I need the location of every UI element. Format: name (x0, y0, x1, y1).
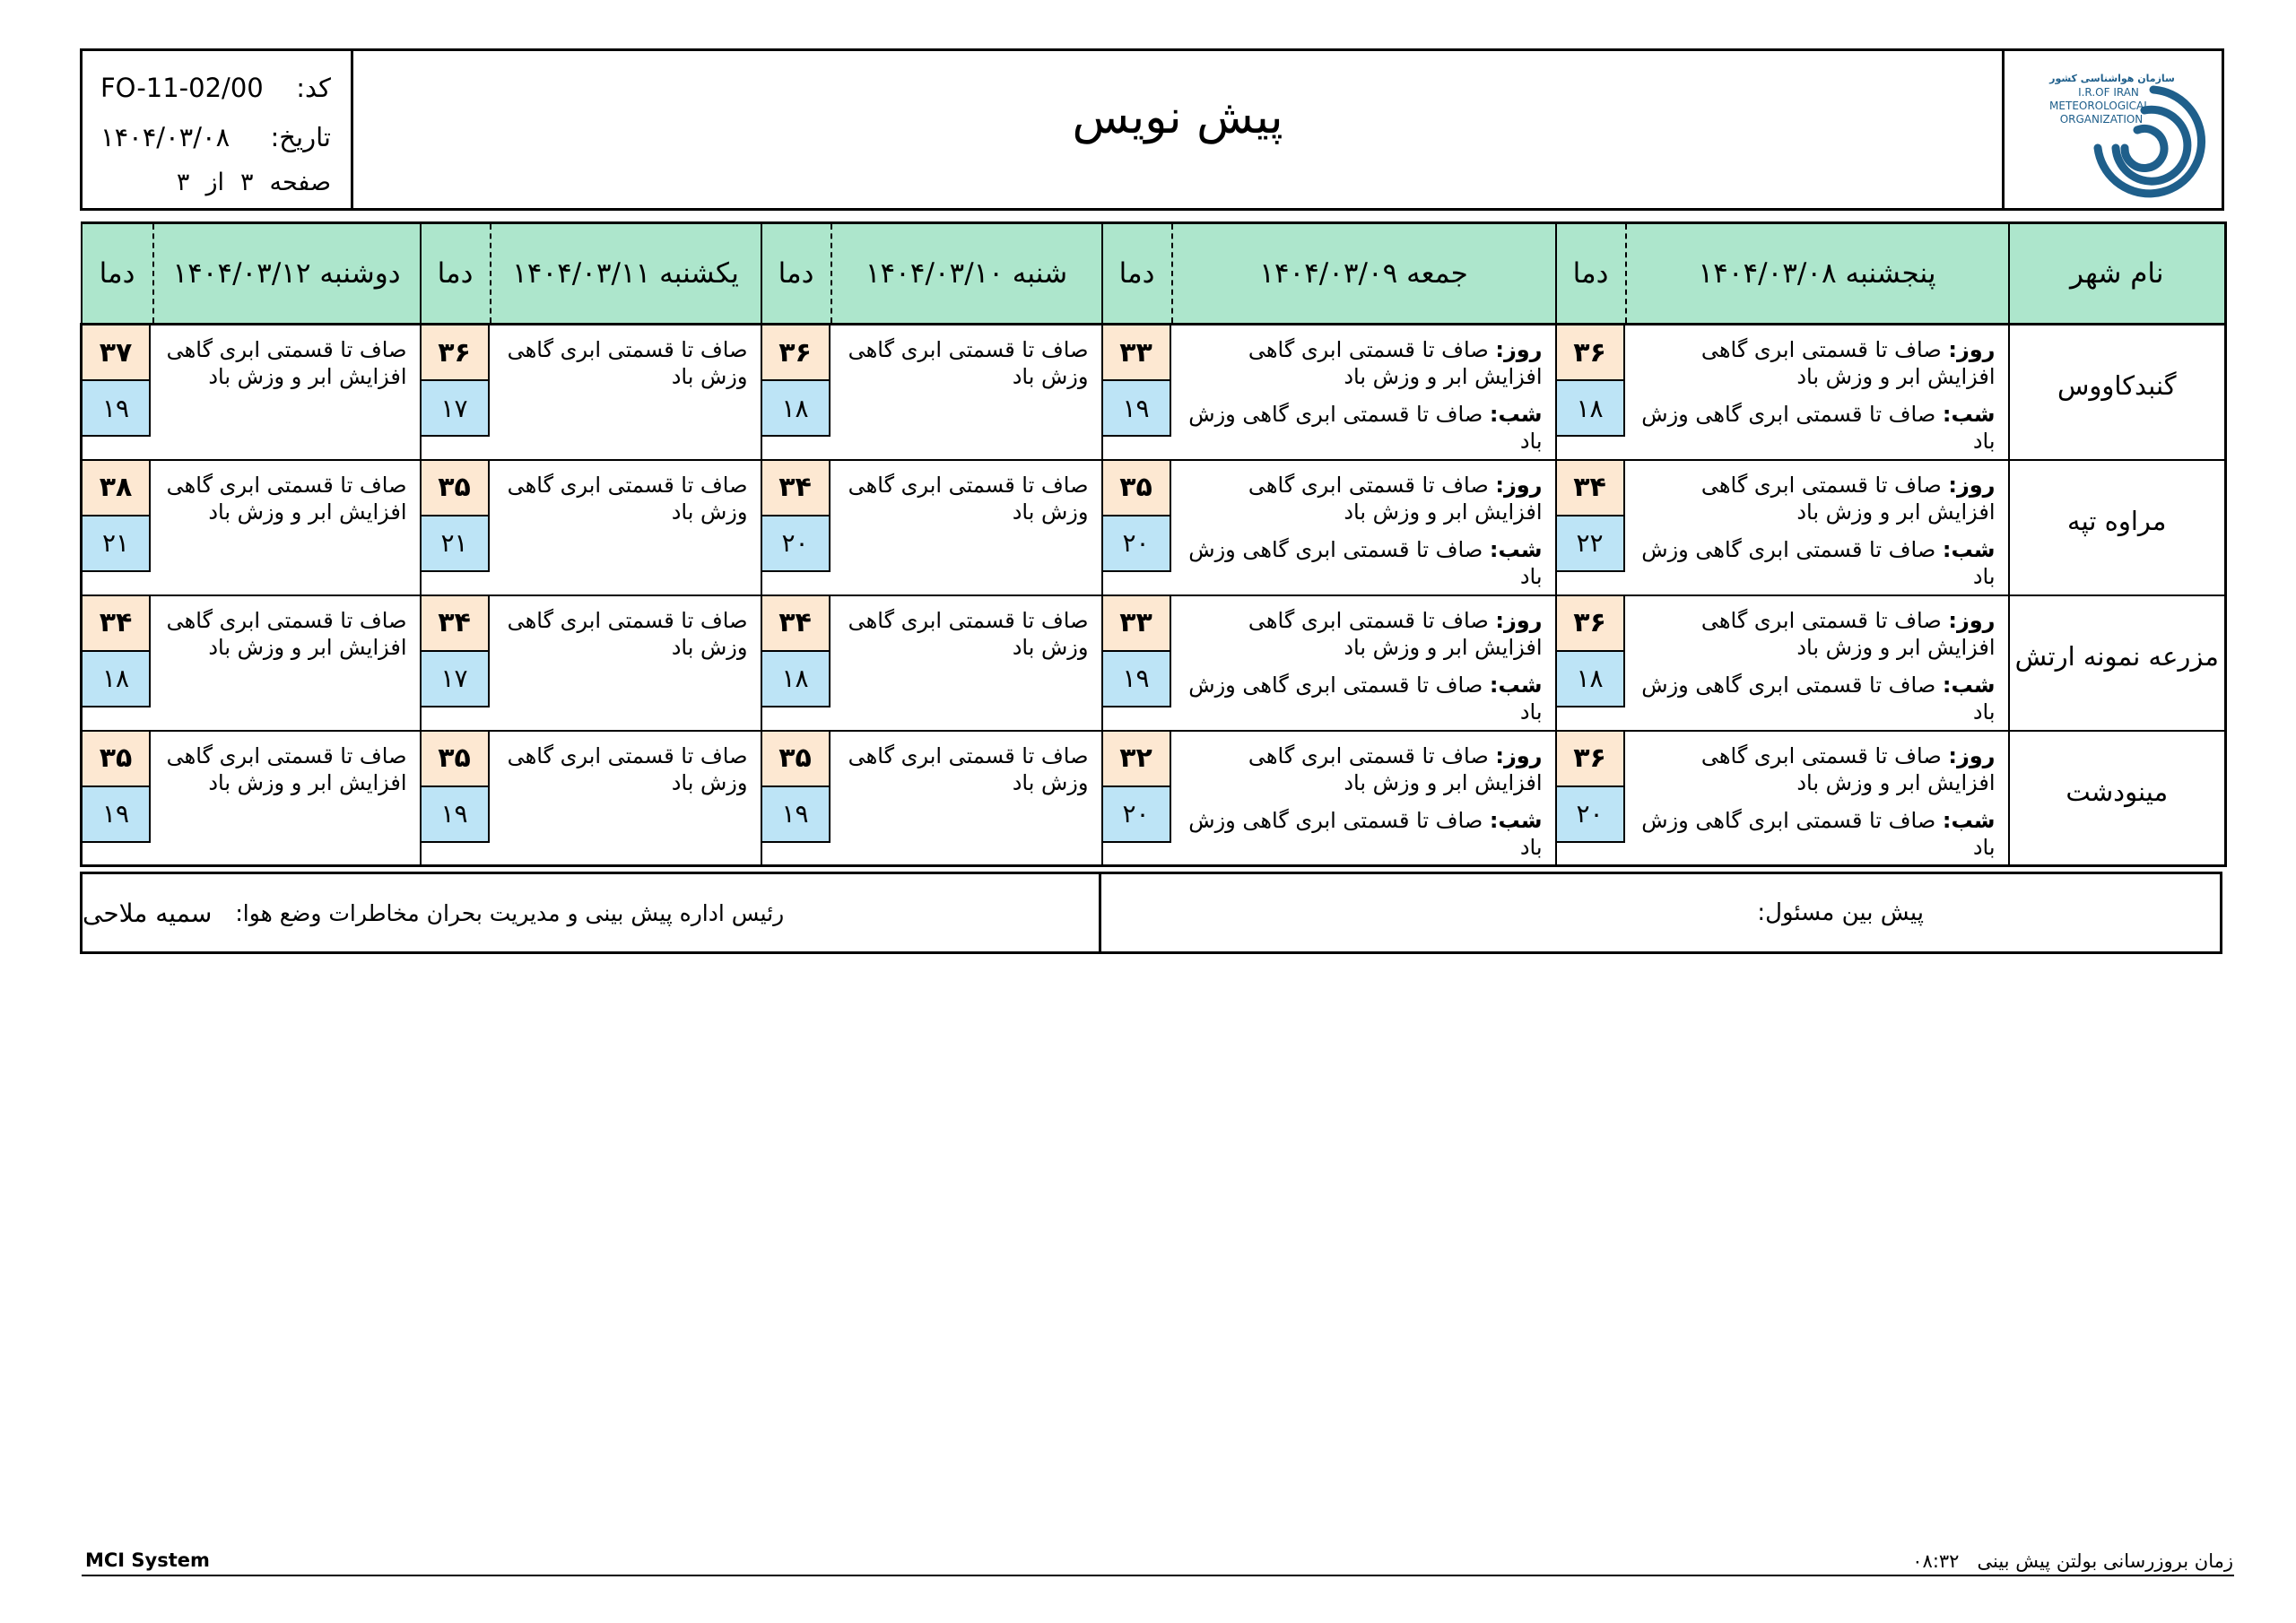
night-label: شب: (1942, 807, 1996, 833)
forecast-description (491, 731, 761, 866)
forecast-description (1172, 325, 1556, 460)
max-temperature: ۳۳ (1103, 325, 1170, 381)
table-row (82, 595, 2226, 731)
table-row (82, 731, 2226, 866)
temperature-box (1103, 461, 1171, 572)
table-row (82, 460, 2226, 595)
night-text: صاف تا قسمتی ابری گاهی وزش باد (1188, 807, 1543, 860)
day-forecast (1631, 336, 1996, 390)
page-label: صفحه (269, 168, 331, 196)
min-temperature: ۲۱ (422, 516, 488, 570)
forecast-text: صاف تا قسمتی ابری گاهی وزش باد (507, 742, 748, 795)
min-temperature: ۱۷ (422, 381, 488, 435)
forecaster-signature-cell (1101, 874, 2220, 951)
forecast-table (80, 221, 2227, 867)
forecast-description (153, 731, 421, 866)
forecast-description (1626, 595, 2009, 731)
forecast-text: صاف تا قسمتی ابری گاهی افزایش ابر و وزش باد (166, 337, 407, 389)
temperature-box (1557, 596, 1625, 707)
night-text: صاف تا قسمتی ابری گاهی وزش باد (1641, 536, 1996, 589)
logo-text-fa: سازمان هواشناسی کشور (2049, 72, 2175, 84)
forecast-description (491, 460, 761, 595)
min-temperature: ۱۹ (762, 787, 829, 841)
page-of-label: از (205, 168, 224, 196)
document-meta (83, 51, 353, 208)
update-label: زمان بروزرسانی بولتن پیش بینی (1977, 1550, 2233, 1572)
forecast-description (1626, 731, 2009, 866)
max-temperature: ۳۵ (762, 732, 829, 787)
max-temperature: ۳۳ (1103, 596, 1170, 652)
day-text: صاف تا قسمتی ابری گاهی افزایش ابر و وزش باد (1700, 607, 1996, 660)
forecast-description (153, 460, 421, 595)
forecast-text: صاف تا قسمتی ابری گاهی افزایش ابر و وزش باد (166, 607, 407, 660)
max-temperature: ۳۵ (422, 461, 488, 516)
night-label: شب: (1489, 672, 1543, 698)
page-number: ۳ (239, 168, 254, 196)
min-temperature: ۱۹ (83, 381, 149, 435)
meteorological-organization-logo-icon (2002, 51, 2222, 208)
temperature-box (83, 325, 151, 437)
night-forecast (1631, 536, 1996, 590)
temperature-cell (421, 325, 491, 460)
footer-update (1912, 1550, 2233, 1572)
forecast-description (831, 460, 1102, 595)
max-temperature: ۳۵ (83, 732, 149, 787)
day-forecast (1178, 607, 1543, 661)
forecast-text: صاف تا قسمتی ابری گاهی وزش باد (507, 607, 748, 660)
max-temperature: ۳۲ (1103, 732, 1170, 787)
temperature-cell (761, 731, 831, 866)
day-column-header: دوشنبه ۱۴۰۴/۰۳/۱۲ (153, 223, 421, 325)
night-label: شب: (1489, 807, 1543, 833)
temperature-box (1557, 461, 1625, 572)
min-temperature: ۱۷ (422, 652, 488, 706)
temperature-cell (1102, 325, 1172, 460)
city-name: مینودشت (2009, 731, 2226, 866)
day-forecast (1178, 742, 1543, 796)
day-text: صاف تا قسمتی ابری گاهی افزایش ابر و وزش باد (1248, 607, 1543, 660)
max-temperature: ۳۵ (1103, 461, 1170, 516)
forecast-text: صاف تا قسمتی ابری گاهی وزش باد (848, 607, 1089, 660)
day-text: صاف تا قسمتی ابری گاهی افزایش ابر و وزش باد (1700, 472, 1996, 525)
temperature-box (1557, 732, 1625, 843)
max-temperature: ۳۶ (1557, 325, 1623, 381)
day-label: روز: (1495, 607, 1543, 633)
min-temperature: ۲۰ (1557, 787, 1623, 841)
chief-signature-cell (83, 874, 1101, 951)
temperature-box (762, 461, 831, 572)
logo-text-en3: ORGANIZATION (2059, 112, 2144, 126)
temperature-cell (82, 595, 153, 731)
day-forecast (1178, 472, 1543, 525)
page-total: ۳ (176, 168, 190, 196)
day-column-header: شنبه ۱۴۰۴/۰۳/۱۰ (831, 223, 1102, 325)
temperature-box (762, 325, 831, 437)
temperature-cell (761, 325, 831, 460)
max-temperature: ۳۴ (762, 461, 829, 516)
temperature-box (422, 461, 490, 572)
temperature-box (422, 325, 490, 437)
temperature-box (1103, 732, 1171, 843)
forecast-description (1172, 595, 1556, 731)
day-forecast (1631, 472, 1996, 525)
city-column-header: نام شهر (2009, 223, 2226, 325)
day-forecast (1631, 742, 1996, 796)
min-temperature: ۱۹ (422, 787, 488, 841)
temperature-cell (421, 731, 491, 866)
update-time: ۰۸:۳۲ (1912, 1550, 1960, 1572)
chief-name: سمیه ملاحی (83, 898, 213, 928)
min-temperature: ۱۹ (1103, 652, 1170, 706)
signature-box (80, 872, 2222, 954)
city-name: گنبدکاووس (2009, 325, 2226, 460)
temperature-box (83, 732, 151, 843)
temperature-cell (1556, 325, 1626, 460)
min-temperature: ۱۸ (1557, 652, 1623, 706)
temperature-cell (82, 460, 153, 595)
temperature-cell (82, 325, 153, 460)
temperature-box (83, 596, 151, 707)
max-temperature: ۳۴ (762, 596, 829, 652)
forecast-text: صاف تا قسمتی ابری گاهی وزش باد (848, 337, 1089, 389)
min-temperature: ۲۰ (1103, 516, 1170, 570)
temperature-cell (1556, 731, 1626, 866)
date-label: تاریخ: (270, 122, 331, 152)
max-temperature: ۳۶ (1557, 596, 1623, 652)
date-value: ۱۴۰۴/۰۳/۰۸ (100, 122, 230, 152)
max-temperature: ۳۶ (1557, 732, 1623, 787)
day-label: روز: (1948, 472, 1996, 498)
night-text: صاف تا قسمتی ابری گاهی وزش باد (1641, 672, 1996, 725)
forecaster-label: پیش بین مسئول: (1757, 899, 1924, 926)
temperature-cell (421, 460, 491, 595)
city-name: مزرعه نمونه ارتش (2009, 595, 2226, 731)
forecast-text: صاف تا قسمتی ابری گاهی وزش باد (507, 337, 748, 389)
day-forecast (1631, 607, 1996, 661)
day-label: روز: (1495, 472, 1543, 498)
temperature-cell (761, 595, 831, 731)
forecast-description (1172, 460, 1556, 595)
forecast-description (153, 325, 421, 460)
day-text: صاف تا قسمتی ابری گاهی افزایش ابر و وزش باد (1248, 337, 1543, 389)
temperature-cell (1102, 731, 1172, 866)
footer-divider (82, 1575, 2234, 1576)
night-text: صاف تا قسمتی ابری گاهی وزش باد (1188, 536, 1543, 589)
forecast-description (1626, 325, 2009, 460)
day-text: صاف تا قسمتی ابری گاهی افزایش ابر و وزش باد (1700, 742, 1996, 795)
min-temperature: ۱۸ (762, 381, 829, 435)
max-temperature: ۳۸ (83, 461, 149, 516)
temperature-cell (82, 731, 153, 866)
table-header-row (82, 223, 2226, 325)
max-temperature: ۳۴ (83, 596, 149, 652)
night-text: صاف تا قسمتی ابری گاهی وزش باد (1188, 402, 1543, 454)
night-label: شب: (1942, 536, 1996, 562)
day-text: صاف تا قسمتی ابری گاهی افزایش ابر و وزش باد (1248, 742, 1543, 795)
temperature-box (762, 732, 831, 843)
temp-column-header: دما (1102, 223, 1172, 325)
max-temperature: ۳۶ (762, 325, 829, 381)
day-label: روز: (1495, 337, 1543, 362)
city-name: مراوه تپه (2009, 460, 2226, 595)
forecast-text: صاف تا قسمتی ابری گاهی وزش باد (507, 472, 748, 525)
min-temperature: ۲۱ (83, 516, 149, 570)
min-temperature: ۲۰ (1103, 787, 1170, 841)
forecast-description (153, 595, 421, 731)
code-value: FO-11-02/00 (100, 73, 264, 103)
max-temperature: ۳۷ (83, 325, 149, 381)
night-forecast (1631, 672, 1996, 725)
night-forecast (1631, 401, 1996, 455)
night-text: صاف تا قسمتی ابری گاهی وزش باد (1188, 672, 1543, 725)
night-text: صاف تا قسمتی ابری گاهی وزش باد (1641, 402, 1996, 454)
forecast-description (831, 731, 1102, 866)
forecast-description (491, 595, 761, 731)
min-temperature: ۱۹ (1103, 381, 1170, 435)
day-column-header: جمعه ۱۴۰۴/۰۳/۰۹ (1172, 223, 1556, 325)
night-label: شب: (1489, 536, 1543, 562)
day-text: صاف تا قسمتی ابری گاهی افزایش ابر و وزش باد (1248, 472, 1543, 525)
day-label: روز: (1948, 337, 1996, 362)
forecast-description (1172, 731, 1556, 866)
forecast-description (831, 595, 1102, 731)
forecast-text: صاف تا قسمتی ابری گاهی وزش باد (848, 742, 1089, 795)
max-temperature: ۳۴ (1557, 461, 1623, 516)
forecast-text: صاف تا قسمتی ابری گاهی وزش باد (848, 472, 1089, 525)
min-temperature: ۱۸ (83, 652, 149, 706)
max-temperature: ۳۵ (422, 732, 488, 787)
night-forecast (1178, 536, 1543, 590)
footer-system: MCI System (85, 1549, 210, 1571)
min-temperature: ۱۹ (83, 787, 149, 841)
temperature-cell (1556, 595, 1626, 731)
temperature-box (762, 596, 831, 707)
chief-label: رئیس اداره پیش بینی و مدیریت بحران مخاطرات وضع هوا: (235, 899, 785, 926)
day-label: روز: (1948, 607, 1996, 633)
temp-column-header: دما (82, 223, 153, 325)
night-forecast (1631, 807, 1996, 861)
temperature-box (1103, 325, 1171, 437)
day-column-header: پنجشنبه ۱۴۰۴/۰۳/۰۸ (1626, 223, 2009, 325)
logo-text-en1: I.R.OF IRAN (2078, 85, 2139, 99)
max-temperature: ۳۴ (422, 596, 488, 652)
night-label: شب: (1942, 402, 1996, 427)
temp-column-header: دما (1556, 223, 1626, 325)
temp-column-header: دما (421, 223, 491, 325)
day-label: روز: (1948, 742, 1996, 768)
forecast-text: صاف تا قسمتی ابری گاهی افزایش ابر و وزش باد (166, 472, 407, 525)
forecast-text: صاف تا قسمتی ابری گاهی افزایش ابر و وزش باد (166, 742, 407, 795)
day-forecast (1178, 336, 1543, 390)
night-forecast (1178, 401, 1543, 455)
temperature-cell (421, 595, 491, 731)
temperature-cell (1102, 595, 1172, 731)
temp-column-header: دما (761, 223, 831, 325)
page-title: پیش نویس (1072, 90, 1283, 144)
temperature-box (1557, 325, 1625, 437)
night-label: شب: (1489, 402, 1543, 427)
min-temperature: ۱۸ (1557, 381, 1623, 435)
min-temperature: ۱۸ (762, 652, 829, 706)
forecast-description (831, 325, 1102, 460)
night-forecast (1178, 807, 1543, 861)
temperature-box (422, 596, 490, 707)
forecast-description (491, 325, 761, 460)
night-text: صاف تا قسمتی ابری گاهی وزش باد (1641, 807, 1996, 860)
code-label: کد: (296, 73, 331, 103)
logo-text-en2: METEOROLOGICAL (2049, 99, 2150, 112)
night-forecast (1178, 672, 1543, 725)
min-temperature: ۲۲ (1557, 516, 1623, 570)
document-header (80, 48, 2224, 211)
temperature-cell (761, 460, 831, 595)
temperature-cell (1556, 460, 1626, 595)
temperature-cell (1102, 460, 1172, 595)
day-text: صاف تا قسمتی ابری گاهی افزایش ابر و وزش باد (1700, 337, 1996, 389)
temperature-box (83, 461, 151, 572)
day-label: روز: (1495, 742, 1543, 768)
temperature-box (1103, 596, 1171, 707)
min-temperature: ۲۰ (762, 516, 829, 570)
table-row (82, 325, 2226, 460)
temperature-box (422, 732, 490, 843)
day-column-header: یکشنبه ۱۴۰۴/۰۳/۱۱ (491, 223, 761, 325)
forecast-description (1626, 460, 2009, 595)
max-temperature: ۳۶ (422, 325, 488, 381)
night-label: شب: (1942, 672, 1996, 698)
